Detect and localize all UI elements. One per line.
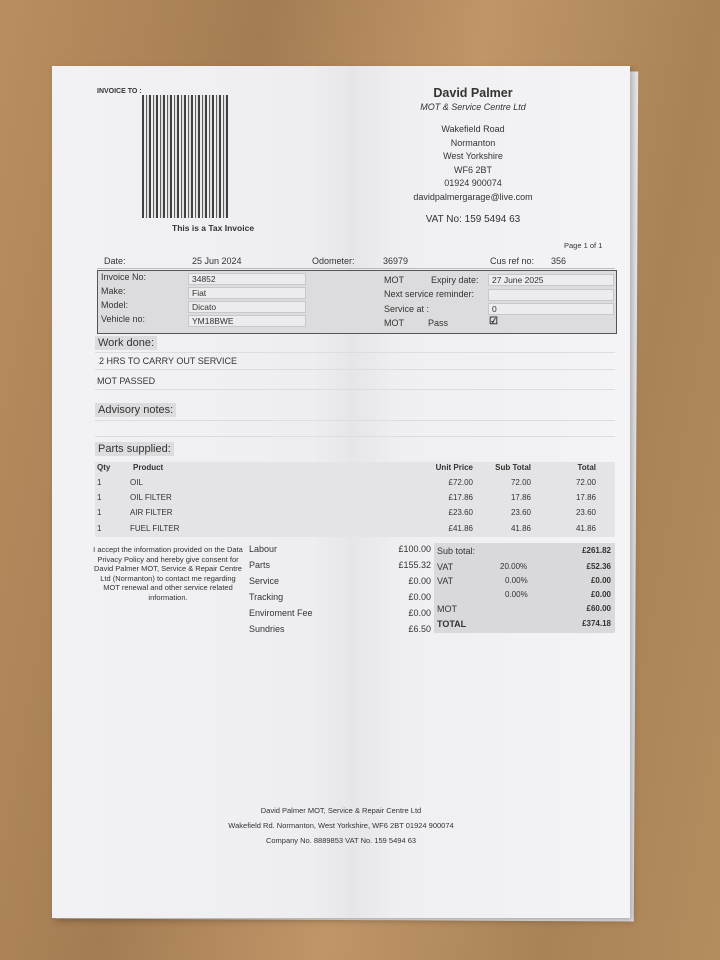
consent-text: I accept the information provided on the Data Privacy Policy and hereby give consent for David Palmer MOT, Service & Repair Centre Ltd (Normanton) to contact me regarding MOT renewal and other service related information. xyxy=(93,545,243,602)
charge-label: Sundries xyxy=(249,624,285,634)
mot-label: MOT xyxy=(384,275,404,285)
summary-rate: 20.00% xyxy=(500,562,528,571)
footer-line: David Palmer MOT, Service & Repair Centre Ltd xyxy=(260,806,422,815)
charge-label: Labour xyxy=(249,544,278,554)
address-line: Wakefield Road xyxy=(441,124,505,134)
unit-price: £41.86 xyxy=(448,524,473,533)
redacted-address-stamp xyxy=(142,95,228,218)
product: OIL FILTER xyxy=(130,493,172,502)
total: 41.86 xyxy=(575,524,596,533)
vat-number: VAT No: 159 5494 63 xyxy=(425,214,521,225)
summary-label: Sub total: xyxy=(437,546,476,556)
charge-label: Service xyxy=(249,576,280,586)
odometer-value: 36979 xyxy=(383,256,409,266)
phone: 01924 900074 xyxy=(444,178,502,188)
expiry-field: 27 June 2025 xyxy=(488,274,614,286)
charge-label: Tracking xyxy=(249,592,284,602)
company-subtitle: MOT & Service Centre Ltd xyxy=(420,102,526,112)
qty: 1 xyxy=(97,508,102,517)
pass-checkbox-icon: ☑ xyxy=(489,316,498,327)
company-address xyxy=(373,123,573,204)
qty: 1 xyxy=(97,493,102,502)
page-number: Page 1 of 1 xyxy=(564,241,603,250)
company-name: David Palmer xyxy=(433,86,513,100)
unit-price: £17.86 xyxy=(448,493,473,502)
charge-value: £155.32 xyxy=(398,560,431,570)
mot-pass-label: MOT xyxy=(384,318,404,328)
work-done-line: MOT PASSED xyxy=(97,376,156,386)
vehicle-no-label: Vehicle no: xyxy=(101,314,146,324)
invoice-no-field: 34852 xyxy=(188,273,306,285)
qty: 1 xyxy=(97,524,102,533)
col-product: Product xyxy=(133,463,164,472)
cus-ref-label: Cus ref no: xyxy=(490,256,535,266)
parts-table xyxy=(95,462,615,537)
charge-value: £0.00 xyxy=(408,576,431,586)
summary-rate: 0.00% xyxy=(505,576,528,585)
totals-summary xyxy=(434,543,615,633)
summary-value: £261.82 xyxy=(582,546,611,555)
advisory-notes-heading: Advisory notes: xyxy=(95,403,176,417)
summary-label: MOT xyxy=(437,604,457,614)
cus-ref-value: 356 xyxy=(551,256,567,266)
work-done-line: 2 HRS TO CARRY OUT SERVICE xyxy=(99,356,238,366)
charge-value: £0.00 xyxy=(408,608,431,618)
charge-value: £0.00 xyxy=(408,592,431,602)
address-line: Normanton xyxy=(450,137,496,148)
company-block xyxy=(373,86,573,225)
footer xyxy=(52,803,630,848)
date-value: 25 Jun 2024 xyxy=(192,256,242,266)
total-label: TOTAL xyxy=(437,619,467,629)
email: davidpalmergarage@live.com xyxy=(413,191,533,202)
col-sub-total: Sub Total xyxy=(495,463,531,472)
product: OIL xyxy=(130,478,143,487)
work-done-heading: Work done: xyxy=(95,336,157,350)
make-label: Make: xyxy=(101,286,126,296)
pass-label: Pass xyxy=(428,318,449,328)
summary-value: £0.00 xyxy=(590,576,611,585)
sub-total: 17.86 xyxy=(510,493,531,502)
tax-invoice-label: This is a Tax Invoice xyxy=(172,223,255,233)
model-label: Model: xyxy=(101,300,129,310)
unit-price: £72.00 xyxy=(448,478,473,487)
next-service-field xyxy=(488,289,614,301)
footer-line: Wakefield Rd. Normanton, West Yorkshire, WF6 2BT 01924 900074 xyxy=(228,821,454,830)
total: 17.86 xyxy=(575,493,596,502)
charge-value: £6.50 xyxy=(408,624,431,634)
sub-total: 41.86 xyxy=(510,524,531,533)
col-qty: Qty xyxy=(97,463,111,472)
odometer-label: Odometer: xyxy=(312,256,355,266)
total: 72.00 xyxy=(575,478,596,487)
vehicle-no-field: YM18BWE xyxy=(188,315,306,327)
invoice-no-label: Invoice No: xyxy=(101,272,147,282)
make-field: Fiat xyxy=(188,287,306,299)
total-value: £374.18 xyxy=(582,619,611,628)
service-at-label: Service at : xyxy=(384,304,430,314)
charge-label: Enviroment Fee xyxy=(249,608,313,618)
sub-total: 72.00 xyxy=(510,478,531,487)
qty: 1 xyxy=(97,478,102,487)
parts-supplied-heading: Parts supplied: xyxy=(95,442,174,456)
total: 23.60 xyxy=(575,508,596,517)
col-unit-price: Unit Price xyxy=(435,463,473,472)
col-total: Total xyxy=(577,463,596,472)
product: AIR FILTER xyxy=(130,508,173,517)
invoice-to-label: INVOICE TO : xyxy=(97,88,142,95)
address-line: West Yorkshire xyxy=(443,151,503,161)
charge-label: Parts xyxy=(249,560,271,570)
summary-label: VAT xyxy=(437,576,454,586)
summary-value: £52.36 xyxy=(586,562,611,571)
charge-value: £100.00 xyxy=(398,544,431,554)
footer-line: Company No. 8889853 VAT No. 159 5494 63 xyxy=(265,836,417,845)
address-line: WF6 2BT xyxy=(453,164,492,175)
unit-price: £23.60 xyxy=(448,508,473,517)
date-label: Date: xyxy=(104,256,126,266)
summary-value: £0.00 xyxy=(590,590,611,599)
summary-rate: 0.00% xyxy=(505,590,528,599)
sub-total: 23.60 xyxy=(510,508,531,517)
invoice-page xyxy=(52,66,630,918)
next-service-label: Next service reminder: xyxy=(384,289,475,299)
model-field: Dicato xyxy=(188,301,306,313)
vehicle-details-box xyxy=(97,270,617,334)
summary-value: £60.00 xyxy=(586,604,611,613)
product: FUEL FILTER xyxy=(130,524,180,533)
summary-label: VAT xyxy=(437,562,454,572)
expiry-label: Expiry date: xyxy=(431,275,479,285)
service-at-field: 0 xyxy=(488,303,614,315)
